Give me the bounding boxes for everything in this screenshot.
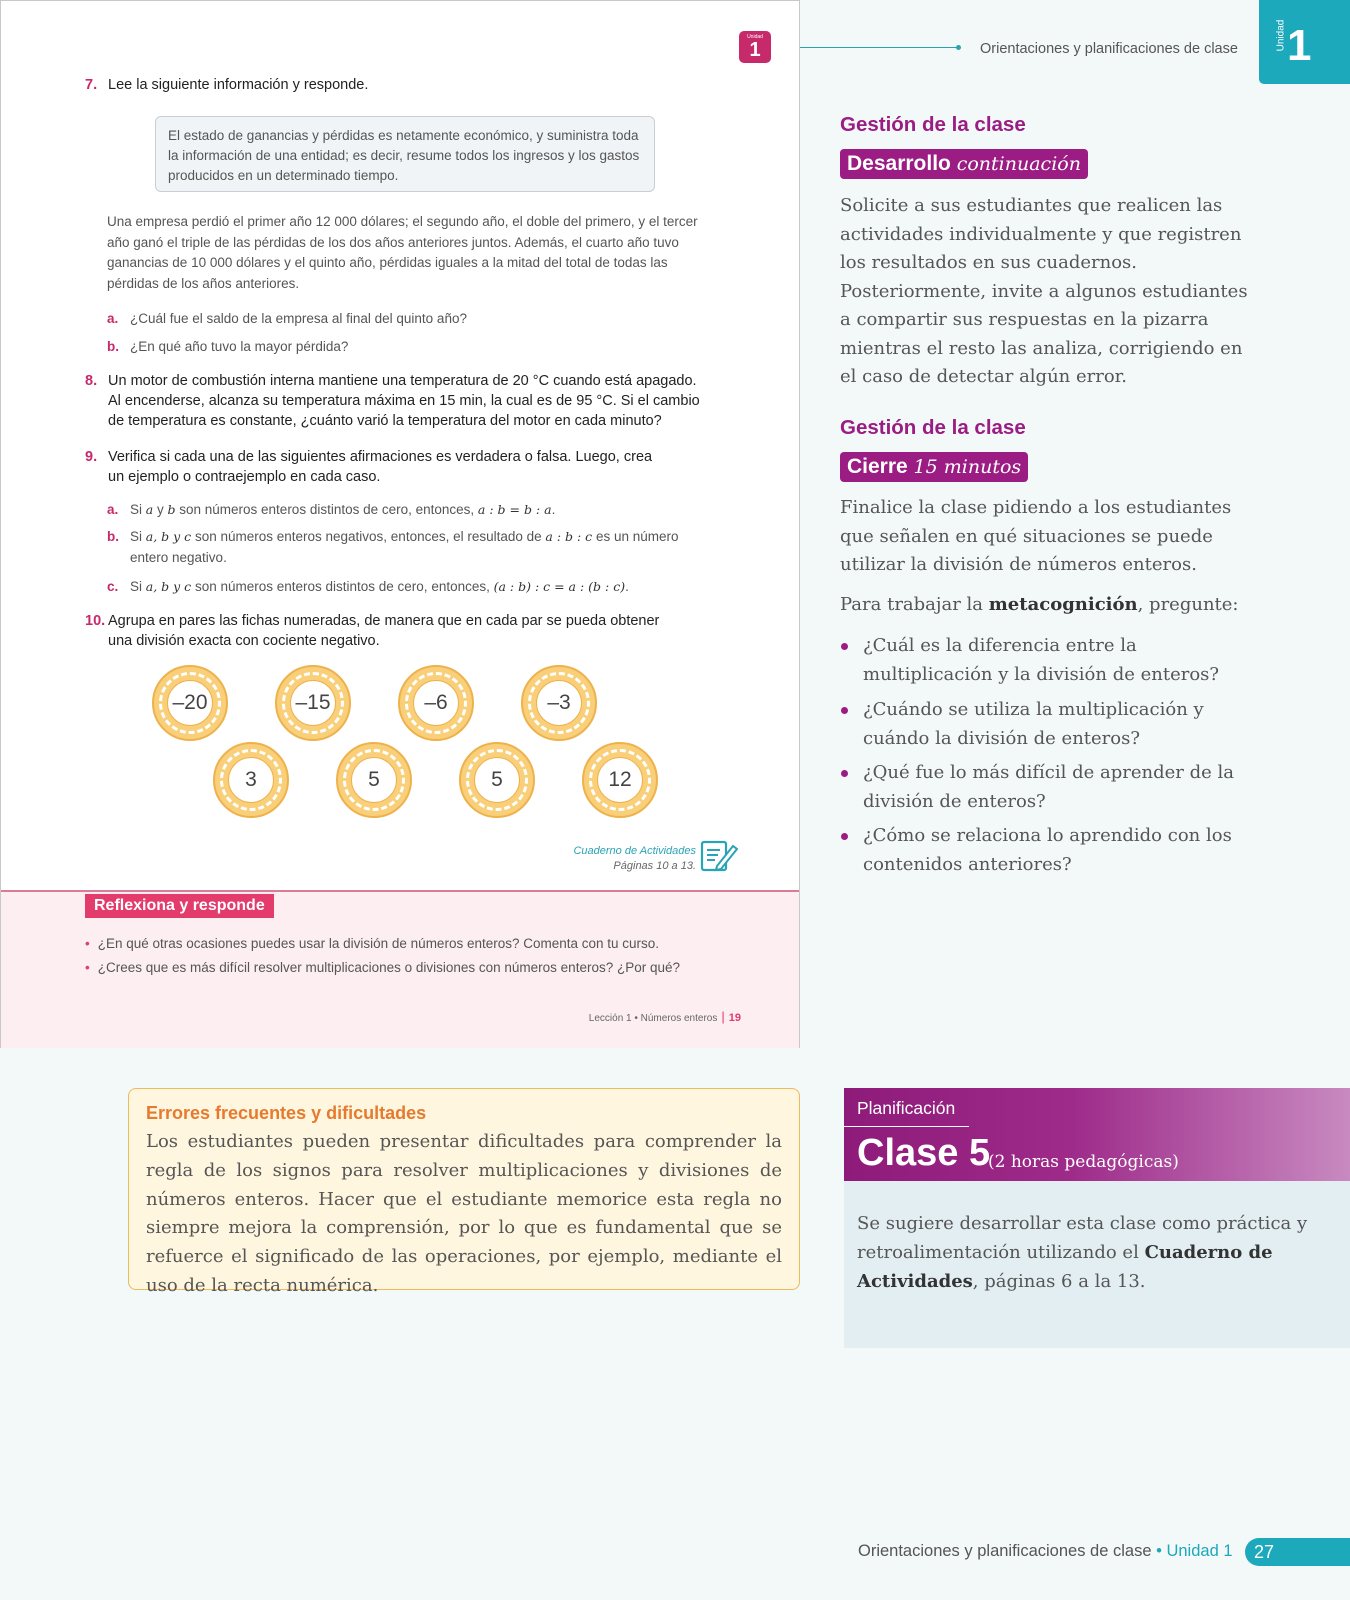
subquestion-letter: a. <box>107 502 119 517</box>
question-bullet <box>840 822 1240 879</box>
variable: a, b y c <box>145 579 192 594</box>
subquestion-9a <box>107 499 555 520</box>
cuaderno-pages: Páginas 10 a 13. <box>613 860 696 872</box>
errores-text: Los estudiantes pueden presentar dificultades para comprender la regla de los signos para resolver multiplicaciones y divisiones de números enteros. Hacer que el estudiante memorice esta regla no siempre mejora la comprensión, por lo que es fundamental que se refuerce el significado de las operaciones, por ejemplo, mediante el uso de la recta numérica. <box>146 1131 782 1296</box>
number-token[interactable] <box>213 742 289 818</box>
token-value: –15 <box>290 680 336 726</box>
phase-name: Desarrollo <box>847 152 951 175</box>
footer-title: Orientaciones y planificaciones de clase <box>858 1542 1152 1560</box>
student-page <box>0 0 800 1048</box>
subquestion-9c <box>107 576 629 597</box>
phase-detail: continuación <box>956 153 1081 175</box>
text-part: son números enteros negativos, entonces, el resultado de <box>191 529 546 544</box>
bullet-icon: • <box>85 960 90 975</box>
question-bullet <box>840 696 1240 753</box>
cuaderno-reference <box>561 844 696 874</box>
bullet-text: ¿Qué fue lo más difícil de aprender de la división de enteros? <box>863 762 1234 812</box>
question-7 <box>85 75 368 95</box>
reflexiona-section <box>1 890 799 1048</box>
question-line: un ejemplo o contraejemplo en cada caso. <box>108 469 381 485</box>
subquestion-text: ¿En qué año tuvo la mayor pérdida? <box>130 339 349 354</box>
question-8 <box>85 371 700 431</box>
number-token[interactable] <box>521 665 597 741</box>
page-footer <box>858 1542 1233 1561</box>
number-token[interactable] <box>336 742 412 818</box>
question-line: de temperatura es constante, ¿cuánto varió la temperatura del motor en cada minuto? <box>108 413 662 429</box>
bullet-text: ¿Cuándo se utiliza la multiplicación y cuándo la división de enteros? <box>863 699 1204 749</box>
text-part: Si <box>130 502 146 517</box>
text-part: entero negativo. <box>130 550 227 565</box>
gestion-title: Gestión de la clase <box>840 416 1026 439</box>
subquestion-letter: a. <box>107 311 119 326</box>
footer-unit: Unidad 1 <box>1166 1542 1233 1560</box>
planificacion-rule <box>844 1126 969 1127</box>
header-title: Orientaciones y planificaciones de clase <box>980 41 1238 57</box>
info-box: El estado de ganancias y pérdidas es netamente económico, y suministra toda la información de una entidad; es decir, resume todos los ingresos y los gastos producidos en un determinado tiempo. <box>155 116 655 192</box>
token-value: 5 <box>474 757 520 803</box>
question-bullet <box>840 632 1240 689</box>
phase-pill <box>840 452 1028 482</box>
bullet-icon <box>841 833 848 840</box>
text-part: , pregunte: <box>1137 594 1239 615</box>
question-number: 8. <box>85 373 98 389</box>
question-number: 7. <box>85 77 98 93</box>
header-rule <box>800 47 958 48</box>
gestion-text: Finalice la clase pidiendo a los estudiantes que señalen en qué situaciones se puede utilizar la división de números enteros. <box>840 497 1232 575</box>
math-expression: (a : b) : c = a : (b : c) <box>493 579 626 594</box>
math-expression: a : b : c <box>545 529 593 544</box>
token-value: 12 <box>597 757 643 803</box>
variable: b <box>167 502 176 517</box>
student-page-footer <box>589 1009 741 1024</box>
token-value: –20 <box>167 680 213 726</box>
variable: a <box>145 502 154 517</box>
header-dot <box>956 45 961 50</box>
unit-tab-label: Unidad <box>1275 19 1287 52</box>
student-page-number: 19 <box>728 1012 741 1024</box>
phase-name: Cierre <box>847 455 908 478</box>
gestion-title: Gestión de la clase <box>840 113 1026 136</box>
number-token[interactable] <box>152 665 228 741</box>
text-part: son números enteros distintos de cero, entonces, <box>175 502 478 517</box>
bullet-text: ¿Cómo se relaciona lo aprendido con los contenidos anteriores? <box>863 825 1232 875</box>
number-token[interactable] <box>459 742 535 818</box>
subquestion-letter: c. <box>107 579 119 594</box>
math-expression: a : b = b : a <box>477 502 552 517</box>
cuaderno-name: Cuaderno de Actividades <box>857 1242 1273 1292</box>
metacognicion-term: metacognición <box>988 594 1138 615</box>
phase-detail: 15 minutos <box>913 456 1022 478</box>
text-part: Si <box>130 579 146 594</box>
page-number: 27 <box>1245 1538 1350 1566</box>
cuaderno-title: Cuaderno de Actividades <box>573 845 696 857</box>
text-part: . <box>551 502 556 517</box>
gestion-text: Solicite a sus estudiantes que realicen las actividades individualmente y que registren los resultados en sus cuadernos. Posteriormente, invite a algunos estudiantes a compartir sus respuestas en la pizarra mientras el resto las analiza, corrigiendo en el caso de detectar algún error. <box>840 195 1248 387</box>
reflexiona-item-text: ¿Crees que es más difícil resolver multiplicaciones o divisiones con números enteros? ¿Por qué? <box>97 960 681 975</box>
question-10 <box>85 611 659 651</box>
number-token[interactable] <box>398 665 474 741</box>
planificacion-text <box>857 1209 1337 1296</box>
bullet-icon <box>841 643 848 650</box>
clase-hours: (2 horas pedagógicas) <box>988 1152 1179 1172</box>
problem-paragraph: Una empresa perdió el primer año 12 000 dólares; el segundo año, el doble del primero, y el tercer año ganó el triple de las pérdidas de los dos años anteriores juntos. Además, el cuarto año tuvo ganancias de 10 000 dólares y el quinto año, pérdidas iguales a la mitad del total de todas las pérdidas de los años anteriores. <box>107 214 698 291</box>
footer-bullet: • <box>1156 1542 1162 1560</box>
question-bullet <box>840 759 1240 816</box>
reflexiona-item <box>85 960 680 975</box>
token-value: 5 <box>351 757 397 803</box>
separator: | <box>721 1009 725 1024</box>
number-token[interactable] <box>582 742 658 818</box>
text-part: son números enteros distintos de cero, entonces, <box>191 579 494 594</box>
bullet-text: ¿Cuál es la diferencia entre la multiplicación y la división de enteros? <box>863 635 1220 685</box>
question-prompt: Lee la siguiente información y responde. <box>108 77 369 93</box>
planificacion-header <box>844 1088 1350 1181</box>
reflexiona-item-text: ¿En qué otras ocasiones puedes usar la división de números enteros? Comenta con tu curso. <box>97 936 660 951</box>
metacognicion-intro <box>840 591 1260 620</box>
subquestion-letter: b. <box>107 529 119 544</box>
bullet-icon <box>841 707 848 714</box>
reflexiona-item <box>85 936 659 951</box>
question-9 <box>85 447 652 487</box>
text-part: y <box>153 502 168 517</box>
phase-pill <box>840 149 1088 179</box>
token-value: –6 <box>413 680 459 726</box>
question-line: Al encenderse, alcanza su temperatura máxima en 15 min, la cual es de 95 °C. Si el cambio <box>108 393 700 409</box>
question-number: 10. <box>85 613 106 629</box>
notebook-pencil-icon <box>700 839 738 873</box>
question-number: 9. <box>85 449 98 465</box>
variable: a, b y c <box>145 529 192 544</box>
unit-badge <box>739 31 771 63</box>
reflexiona-title: Reflexiona y responde <box>85 894 274 918</box>
subquestion-letter: b. <box>107 339 119 354</box>
subquestion-7a <box>107 308 467 329</box>
bullet-icon <box>841 770 848 777</box>
question-line: Verifica si cada una de las siguientes afirmaciones es verdadera o falsa. Luego, crea <box>108 449 653 465</box>
subquestion-7b <box>107 336 348 357</box>
text-part: Si <box>130 529 146 544</box>
token-value: 3 <box>228 757 274 803</box>
subquestion-9b <box>107 526 679 568</box>
question-line: Un motor de combustión interna mantiene una temperatura de 20 °C cuando está apagado. <box>108 373 697 389</box>
bullet-icon: • <box>85 936 90 951</box>
planificacion-label: Planificación <box>857 1098 956 1118</box>
clase-title: Clase 5 <box>857 1132 991 1174</box>
planificacion-body <box>844 1181 1350 1348</box>
number-token[interactable] <box>275 665 351 741</box>
lesson-label: Lección 1 • Números enteros <box>588 1013 718 1024</box>
text-part: , páginas 6 a la 13. <box>972 1271 1146 1292</box>
text-part: es un número <box>592 529 679 544</box>
unit-tab <box>1259 0 1350 84</box>
errores-box <box>128 1088 800 1296</box>
errores-title: Errores frecuentes y dificultades <box>146 1103 427 1123</box>
question-line: Agrupa en pares las fichas numeradas, de manera que en cada par se pueda obtener <box>108 613 660 629</box>
text-part: . <box>625 579 629 594</box>
token-value: –3 <box>536 680 582 726</box>
subquestion-text: ¿Cuál fue el saldo de la empresa al final del quinto año? <box>130 311 467 326</box>
unit-badge-label: Unidad <box>747 34 763 40</box>
text-part: Para trabajar la <box>840 594 989 615</box>
unit-badge-number: 1 <box>749 39 761 61</box>
text-part: Se sugiere desarrollar esta clase como práctica y retroalimentación utilizando el <box>857 1213 1308 1263</box>
unit-tab-number: 1 <box>1287 21 1312 70</box>
question-line: una división exacta con cociente negativo. <box>108 633 380 649</box>
